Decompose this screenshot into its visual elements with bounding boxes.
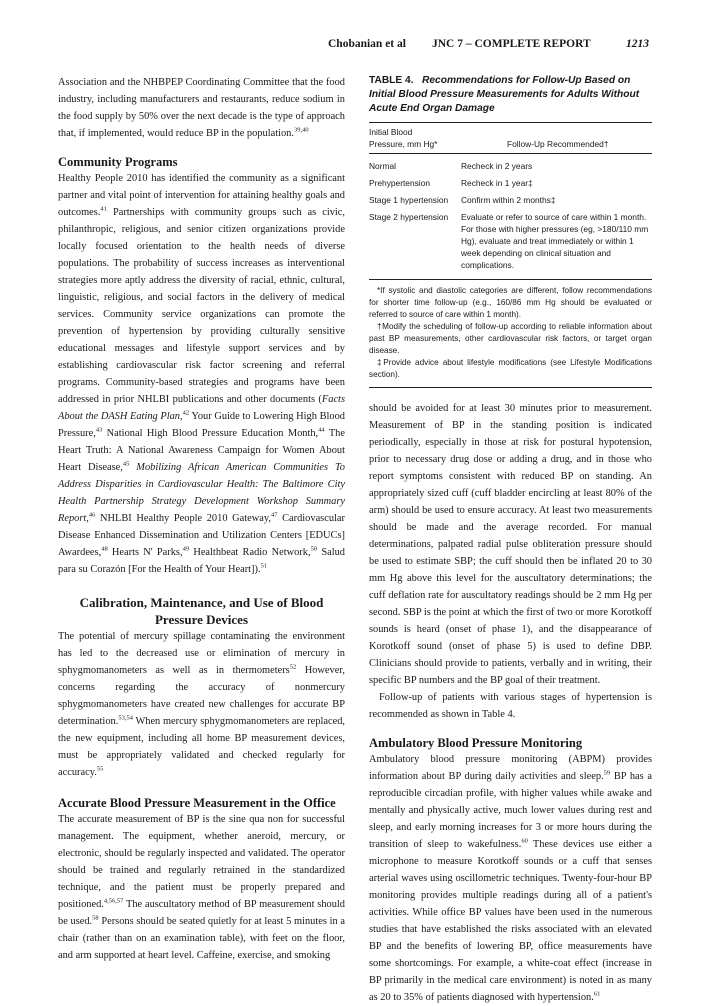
table-title: TABLE 4. Recommendations for Follow-Up Based on Initial Blood Pressure Measurements for Adults Without Acute End Organ Damage (369, 75, 640, 114)
running-header (0, 38, 728, 54)
continued-paragraph: should be avoided for at least 30 minutes prior to measurement. Measurement of BP in the standing position is indicated periodically, especially in those at risk for postural hypotension, prior to necessary drug dose or adding a drug, and in those who report symptoms consistent with reduced BP on standing. An appropriately sized cuff (cuff bladder encircling at least 80% of the arm) should be used to ensure accuracy. At least two measurements should be made and the average recorded. For manual determinations, palpated radial pulse obliteration pressure should be used to estimate SBP; the cuff should then be inflated 20 to 30 mm Hg above this level for the auscultatory determinations; the cuff deflation rate for auscultatory readings should be 2 mm Hg per second. SBP is the point at which the first of two or more Korotkoff sounds is heard (onset of phase 1), and the disappearance of Korotkoff sound (onset of phase 5) is used to define DBP. Clinicians should provide to patients, verbally and in writing, their specific BP numbers and the BP goal of their treatment. (369, 403, 652, 686)
calibration-heading: Calibration, Maintenance, and Use of Blood Pressure Devices (79, 595, 324, 627)
table-header (369, 122, 652, 154)
table-row (369, 211, 652, 271)
table-footnote: †Modify the scheduling of follow-up according to reliable information about past BP measurements, other cardiovascular risk factors, or target organ disease. (369, 322, 652, 355)
table-cell-category: Stage 1 hypertension (369, 195, 449, 205)
table-cell-recommendation: Recheck in 2 years (461, 161, 533, 171)
table-bottom-rule (369, 387, 652, 388)
table-cell-recommendation: Evaluate or refer to source of care within 1 month. For those with higher pressures (eg, >180/110 mm Hg), evaluate and treat immediately or within 1 week depending on clinical situation and complications. (461, 212, 649, 270)
accurate-measurement-heading: Accurate Blood Pressure Measurement in the Office (58, 796, 336, 810)
table-footnote: *If systolic and diastolic categories are different, follow recommendations for shorter time follow-up (e.g., 160/86 mm Hg should be evaluated or referred to source of care within 1 month). (369, 286, 652, 319)
accurate-measurement-paragraph: The accurate measurement of BP is the sine qua non for successful management. The equipment, whether aneroid, mercury, or electronic, should be regularly inspected and validated. The operator should be trained and regularly retrained in the standardized technique, and the patient must be properly prepared and positioned.$^{4,56,57}$ The auscultatory method of BP measurement should be used.$^{58}$ Persons should be seated quietly for at least 5 minutes in a chair (rather than on an examination table), with feet on the floor, and arm supported at heart level. Caffeine, exercise, and smoking (58, 814, 345, 961)
calibration-paragraph: The potential of mercury spillage contaminating the environment has led to the decreased use or elimination of mercury in sphygmomanometers as well as in thermometers$^{52}$ However, concerns regarding the accuracy of nonmercury sphygmomanometers have created new challenges for accurate BP determination.$^{53,54}$ When mercury sphygmomanometers are replaced, the new equipment, including all home BP measurement devices, must be appropriately validated and checked regularly for accuracy.$^{55}$ (58, 631, 345, 778)
ambulatory-paragraph: Ambulatory blood pressure monitoring (ABPM) provides information about BP during daily activities and sleep.$^{59}$ BP has a reproducible circadian profile, with higher values while awake and mentally and physically active, much lower values during rest and sleep, and early morning increases for 3 or more hours during the transition of sleep to wakefulness.$^{60}$ These devices use either a microphone to measure Korotkoff sounds or a cuff that senses arterial waves using oscillometric techniques. Twenty-four-hour BP monitoring provides multiple readings during all of a patient's activities. While office BP values have been used in the numerous studies that have established the risks associated with an elevated BP and the benefits of lowering BP, office measurements have some shortcomings. For example, a white-coat effect (increase in BP primarily in the medical care environment) is noted in as many as 20 to 35% of patients diagnosed with hypertension.$^{61}$ (369, 754, 653, 1003)
table-cell-recommendation: Confirm within 2 months‡ (461, 195, 556, 205)
community-programs-paragraph: Healthy People 2010 has identified the community as a significant partner and vital point of intervention for attaining healthy goals and outcomes.$^{41}$ Partnerships with community groups such as civic, philanthropic, religious, and senior citizen organizations provide locally focused orientation to the health needs of diverse populations. The probability of success increases as interventional strategies more aptly address the diversity of racial, ethnic, cultural, linguistic, religious, and social factors in the delivery of medical services. Community service organizations can promote the prevention of hypertension by providing culturally sensitive educational messages and lifestyle support services and by establishing cardiovascular risk factor screening and referral programs. Community-based strategies and programs have been addressed in prior NHLBI publications and other documents (Facts About the DASH Eating Plan,$^{42}$ Your Guide to Lowering High Blood Pressure,$^{43}$ National High Blood Pressure Education Month,$^{44}$ The Heart Truth: A National Awareness Campaign for Women About Heart Disease,$^{45}$ Mobilizing African American Communities To Address Disparities in Cardiovascular Health: The Baltimore City Health Partnership Strategy Development Workshop Summary Report,$^{46}$ NHLBI Healthy People 2010 Gateway,$^{47}$ Cardiovascular Disease Enhanced Dissemination and Utilization Centers [EDUCs] Awardees,$^{48}$ Hearts N' Parks,$^{49}$ Healthbeat Radio Network,$^{50}$ Salud para su Corazón [For the Health of Your Heart]).$^{51}$ (58, 173, 345, 575)
community-programs-heading: Community Programs (58, 155, 178, 169)
page-number: 1213 (626, 38, 649, 50)
citation: 39,40 (293, 126, 309, 134)
intro-paragraph: Association and the NHBPEP Coordinating Committee that the food industry, including manufacturers and restaurants, reduce sodium in the food supply by 50% over the next decade is the type of approach that, if implemented, would reduce BP in the population.$^{39,40}$ (58, 77, 345, 139)
table-header-followup: Follow-Up Recommended† (507, 139, 609, 149)
followup-paragraph: Follow-up of patients with various stages of hypertension is recommended as shown in Table 4. (369, 692, 652, 720)
table-footnotes (369, 279, 652, 381)
table-cell-category: Prehypertension (369, 178, 430, 188)
table-body (369, 160, 652, 271)
table-4 (369, 74, 652, 388)
ambulatory-heading: Ambulatory Blood Pressure Monitoring (369, 736, 583, 750)
right-column (369, 74, 652, 1006)
table-cell-category: Normal (369, 161, 396, 171)
table-header-bp: Initial Blood Pressure, mm Hg* (369, 127, 438, 149)
table-row (369, 177, 652, 189)
table-row (369, 160, 652, 172)
left-column (58, 74, 345, 964)
table-row (369, 194, 652, 206)
table-cell-category: Stage 2 hypertension (369, 212, 449, 222)
table-footnote: ‡Provide advice about lifestyle modifications (see Lifestyle Modifications section). (369, 358, 652, 379)
header-journal: JNC 7 – COMPLETE REPORT (432, 38, 591, 50)
table-cell-recommendation: Recheck in 1 year‡ (461, 178, 533, 188)
header-author: Chobanian et al (328, 38, 406, 50)
